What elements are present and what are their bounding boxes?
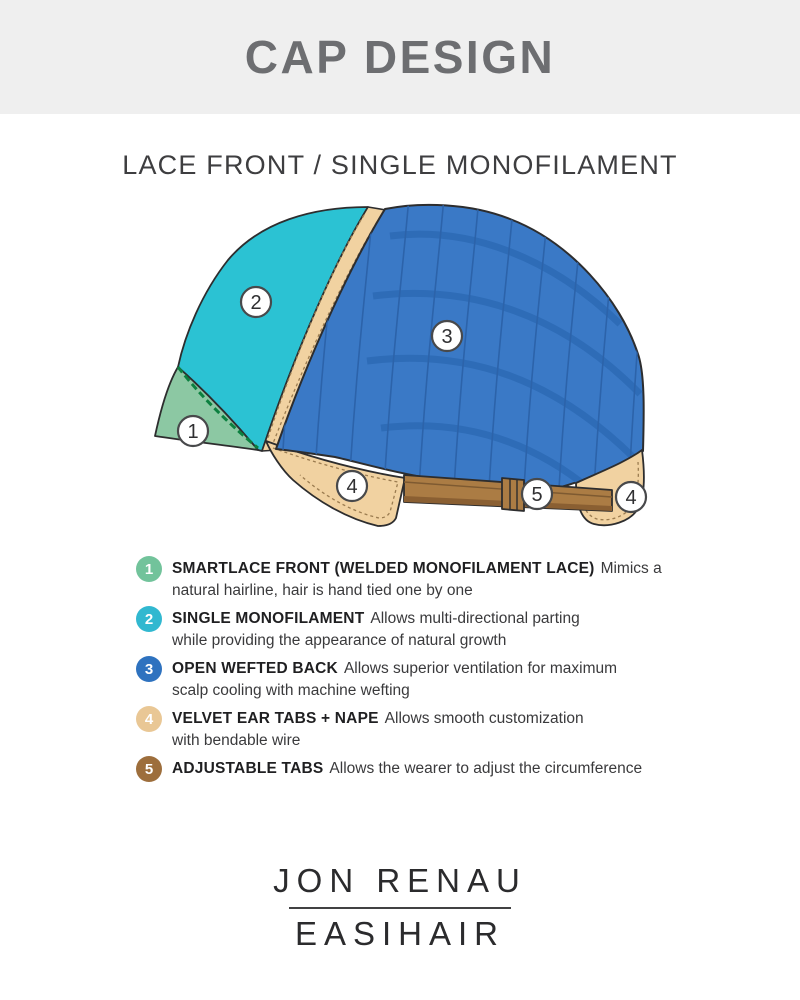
legend-bullet-2: 2 [136,606,162,632]
legend-item-open-wefted-back [136,658,800,702]
marker-2-number: 2 [250,292,262,314]
legend-desc-2b: while providing the appearance of natural growth [172,632,507,649]
legend-heading-4: VELVET EAR TABS + NAPE [172,710,379,727]
legend-heading-5: ADJUSTABLE TABS [172,760,324,777]
marker-5-adjustable-tab [522,479,552,509]
legend-item-single-monofilament [136,608,800,652]
marker-4-nape-number: 4 [625,487,637,509]
legend-desc-2a: Allows multi-directional parting [370,610,580,627]
marker-1-smartlace [178,416,208,446]
marker-1-number: 1 [187,421,199,443]
legend-bullet-4: 4 [136,706,162,732]
marker-4-ear-tab [337,471,367,501]
page-title: CAP DESIGN [244,31,556,83]
legend-desc-1a: Mimics a [600,560,662,577]
legend-bullet-1: 1 [136,556,162,582]
brand-line-1: JON RENAU [273,862,527,899]
brand-line-2: EASIHAIR [294,915,506,952]
marker-2-monofilament [241,287,271,317]
brand-divider [289,907,511,909]
legend-desc-4a: Allows smooth customization [384,710,584,727]
marker-3-wefted-back [432,321,462,351]
legend-heading-2: SINGLE MONOFILAMENT [172,610,365,627]
cap-diagram [0,194,800,546]
legend-desc-3b: scalp cooling with machine wefting [172,682,410,699]
cap-illustration [140,194,680,546]
legend-heading-1: SMARTLACE FRONT (WELDED MONOFILAMENT LACE) [172,560,595,577]
legend-item-smartlace-front [136,558,800,602]
legend-item-velvet-ear-tabs [136,708,800,752]
legend-item-adjustable-tabs [136,758,800,782]
diagram-subtitle: LACE FRONT / SINGLE MONOFILAMENT [122,150,678,180]
legend-desc-5a: Allows the wearer to adjust the circumference [329,760,643,777]
legend [0,558,800,782]
legend-heading-3: OPEN WEFTED BACK [172,660,338,677]
page-header [0,0,800,114]
legend-desc-3a: Allows superior ventilation for maximum [343,660,618,677]
strap-buckle [502,478,524,511]
legend-bullet-3: 3 [136,656,162,682]
legend-desc-4b: with bendable wire [172,732,301,749]
marker-5-number: 5 [531,484,543,506]
marker-4-nape [616,482,646,512]
legend-bullet-5: 5 [136,756,162,782]
brand-logo [0,862,800,953]
marker-3-number: 3 [441,326,453,348]
legend-desc-1b: natural hairline, hair is hand tied one by one [172,582,473,599]
marker-4-number: 4 [346,476,358,498]
